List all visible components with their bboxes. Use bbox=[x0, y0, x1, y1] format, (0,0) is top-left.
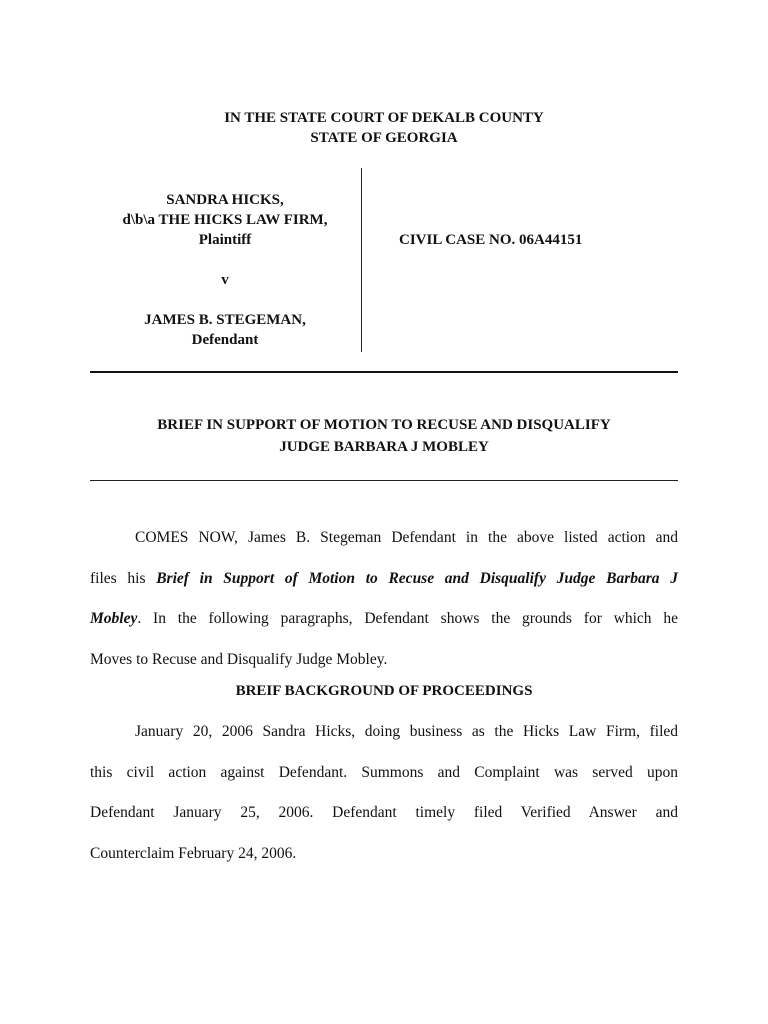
court-header bbox=[0, 108, 768, 148]
brief-title-line1: BRIEF IN SUPPORT OF MOTION TO RECUSE AND DISQUALIFY bbox=[157, 417, 611, 433]
defendant-name: JAMES B. STEGEMAN, bbox=[144, 312, 306, 328]
paragraph-line: COMES NOW, James B. Stegeman Defendant in the above listed action and bbox=[135, 529, 678, 546]
brief-title-reference: Brief in Support of Motion to Recuse and Disqualify Judge Barbara J bbox=[156, 569, 679, 587]
parties-block bbox=[90, 190, 360, 350]
caption-rule bbox=[90, 371, 678, 373]
paragraph-line bbox=[90, 599, 678, 640]
plaintiff-role: Plaintiff bbox=[198, 232, 252, 248]
court-name: IN THE STATE COURT OF DEKALB COUNTY bbox=[224, 110, 544, 126]
paragraph-intro bbox=[90, 518, 678, 680]
brief-title bbox=[90, 414, 678, 458]
paragraph-line: January 20, 2006 Sandra Hicks, doing business as the Hicks Law Firm, filed bbox=[135, 723, 678, 740]
paragraph-background bbox=[90, 712, 678, 874]
defendant-role: Defendant bbox=[191, 332, 259, 348]
brief-title-line2: JUDGE BARBARA J MOBLEY bbox=[279, 439, 489, 455]
text-run: . In the following paragraphs, Defendant shows the grounds for which he bbox=[137, 610, 678, 627]
title-rule bbox=[90, 480, 678, 481]
plaintiff-dba: d\b\a THE HICKS LAW FIRM, bbox=[122, 212, 328, 228]
paragraph-line: Defendant January 25, 2006. Defendant timely filed Verified Answer and bbox=[90, 804, 678, 821]
court-state: STATE OF GEORGIA bbox=[310, 130, 458, 146]
paragraph-line: Moves to Recuse and Disqualify Judge Mobley. bbox=[90, 650, 388, 668]
case-number: CIVIL CASE NO. 06A44151 bbox=[399, 232, 583, 248]
plaintiff-name: SANDRA HICKS, bbox=[166, 192, 284, 208]
case-caption bbox=[90, 168, 680, 352]
paragraph-line: this civil action against Defendant. Summons and Complaint was served upon bbox=[90, 763, 678, 781]
caption-divider bbox=[361, 168, 362, 352]
paragraph-line: Counterclaim February 24, 2006. bbox=[90, 844, 297, 862]
section-heading: BREIF BACKGROUND OF PROCEEDINGS bbox=[235, 683, 533, 699]
versus: v bbox=[221, 272, 229, 288]
paragraph-line bbox=[90, 559, 678, 600]
judge-name-reference: Mobley bbox=[90, 610, 138, 627]
text-run: files his bbox=[90, 569, 157, 587]
